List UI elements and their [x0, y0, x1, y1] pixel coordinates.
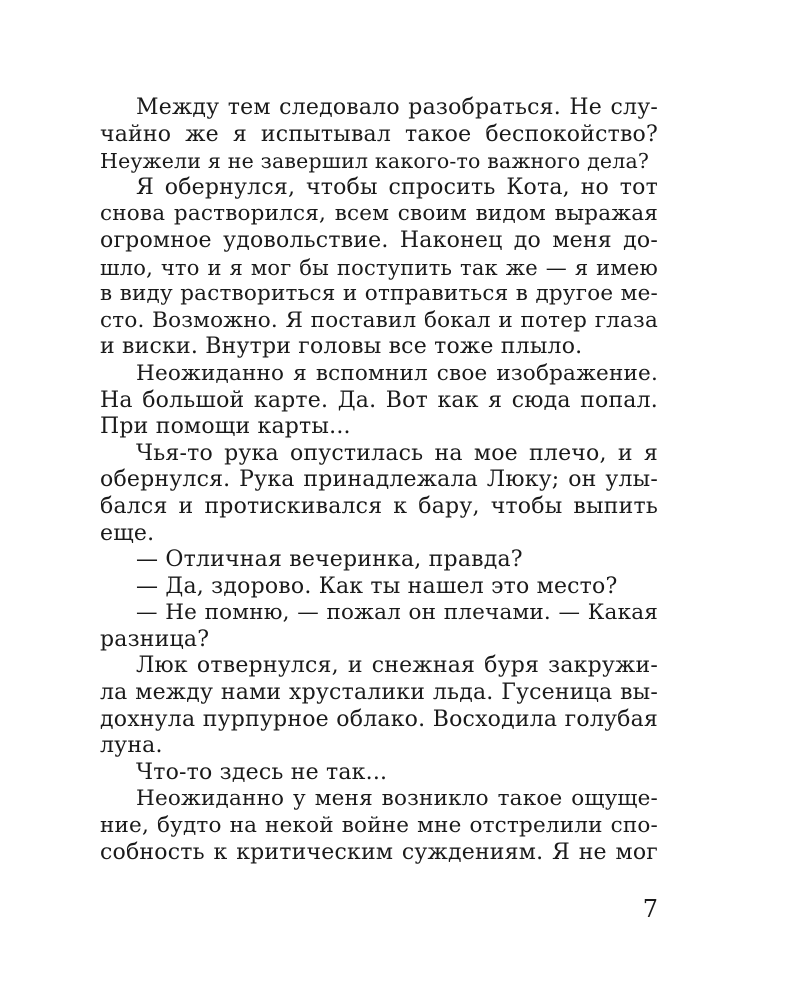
- text-line: в виду раствориться и отправиться в другое ме-: [100, 281, 658, 307]
- text-line: ла между нами хрусталики льда. Гусеница вы-: [100, 680, 658, 706]
- text-line: и виски. Внутри головы все тоже плыло.: [100, 334, 583, 360]
- text-line: снова растворился, всем своим видом выражая: [100, 201, 658, 227]
- text-line: Я обернулся, чтобы спросить Кота, но тот: [136, 174, 658, 200]
- text-line: Люк отвернулся, и снежная буря закружи-: [136, 653, 658, 679]
- text-line: чайно же я испытывал такое беспокойство?: [100, 121, 658, 147]
- text-line: бался и протискивался к бару, чтобы выпить: [100, 493, 658, 519]
- text-line: обернулся. Рука принадлежала Люку; он улы-: [100, 467, 658, 493]
- text-line: луна.: [100, 733, 163, 759]
- text-line: Между тем следовало разобраться. Не слу-: [136, 95, 658, 120]
- text-line: На большой карте. Да. Вот как я сюда попал.: [100, 387, 658, 413]
- text-line: сто. Возможно. Я поставил бокал и потер глаза: [100, 307, 658, 333]
- text-line: еще.: [100, 520, 155, 546]
- text-line: При помощи карты...: [100, 414, 351, 440]
- text-line: Чья-то рука опустилась на мое плечо, и я: [136, 440, 658, 466]
- text-line: шло, что и я мог бы поступить так же — я имею: [100, 255, 658, 280]
- text-line: разница?: [100, 626, 210, 652]
- text-line: — Отличная вечеринка, правда?: [136, 547, 523, 573]
- text-line: Неужели я не завершил какого-то важного дела?: [100, 149, 650, 174]
- text-line: собность к критическим суждениям. Я не мог: [100, 839, 658, 865]
- text-line: — Да, здорово. Как ты нашел это место?: [136, 573, 618, 599]
- text-line: — Не помню, — пожал он плечами. — Какая: [136, 600, 658, 626]
- text-line: ние, будто на некой войне мне отстрелили спо-: [100, 813, 658, 839]
- page-text-block: [100, 95, 658, 866]
- page-number: 7: [642, 895, 658, 923]
- text-line: огромное удовольствие. Наконец до меня до-: [100, 227, 658, 253]
- text-line: Неожиданно у меня возникло такое ощуще-: [136, 786, 658, 812]
- text-line: дохнула пурпурное облако. Восходила голубая: [100, 706, 658, 732]
- text-line: Неожиданно я вспомнил свое изображение.: [136, 360, 658, 386]
- text-line: Что-то здесь не так...: [136, 759, 388, 785]
